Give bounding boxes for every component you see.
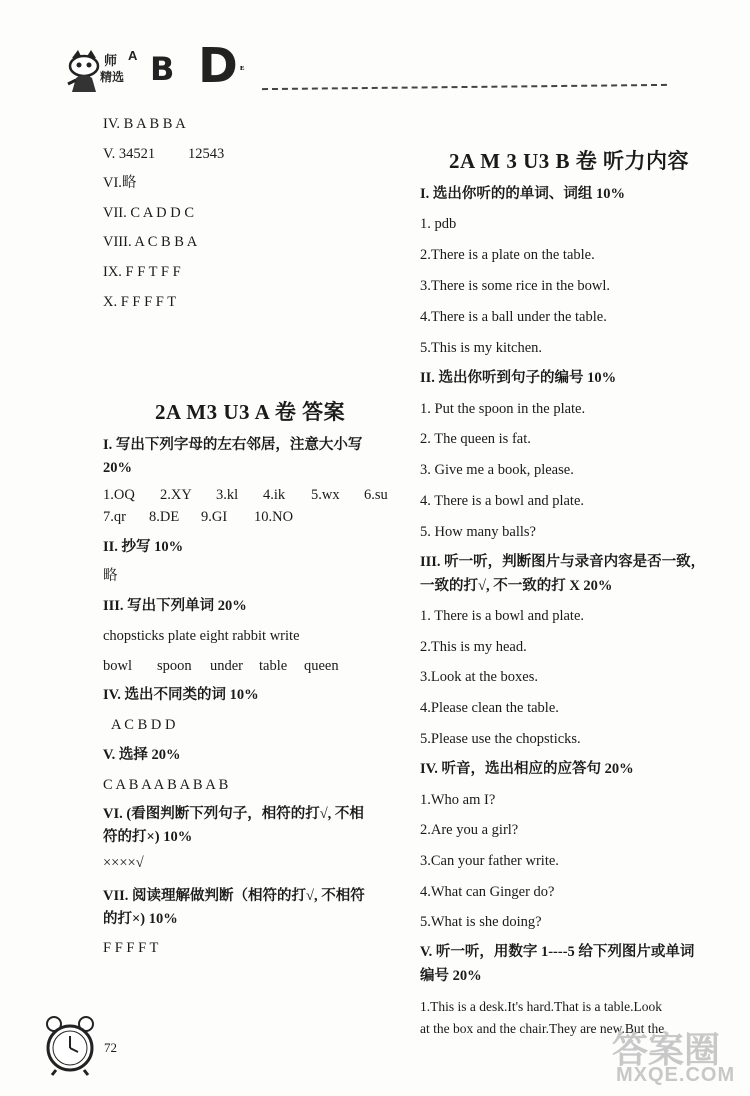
b-q4-item: 2.Are you a girl? [420,822,519,838]
b-q1-title: I. 选出你听的的单词、词组 10% [420,186,626,202]
a-q1-item: 1.OQ [103,487,135,503]
a-q3-word: queen [304,658,339,674]
a-q1-item: 6.su [364,487,388,503]
watermark-cn: 答案圈 [612,1029,721,1070]
b-q2-item: 2. The queen is fat. [420,431,531,447]
a-q3-word: bowl [103,658,132,674]
section-b-title: 2A M 3 U3 B 卷 听力内容 [449,149,689,173]
section-a-title: 2A M3 U3 A 卷 答案 [155,400,346,424]
b-q3-item: 5.Please use the chopsticks. [420,731,581,747]
b-q4-title: IV. 听音，选出相应的应答句 20% [420,761,634,777]
b-q3-item: 3.Look at the boxes. [420,669,538,685]
alarm-clock-icon [42,1012,98,1076]
logo-decor-e-icon: ᴱ [240,64,245,76]
a-q3-word: table [259,658,288,674]
logo-text-jingxuan: 精选 [100,70,125,84]
a-q1-item: 10.NO [254,509,294,525]
b-q2-item: 1. Put the spoon in the plate. [420,401,586,417]
answer-vi: VI.略 [103,175,137,191]
b-q5-text-line1: 1.This is a desk.It's hard.That is a table.Look [420,999,663,1014]
b-q3-item: 1. There is a bowl and plate. [420,608,585,624]
a-q3-row1: chopsticks plate eight rabbit write [103,628,300,644]
a-q6-title-line2: 符的打×) 10% [103,829,193,845]
b-q1-item: 1. pdb [420,216,457,232]
a-q1-item: 8.DE [149,509,180,525]
b-q5-title-line2: 编号 20% [420,968,482,984]
a-q4-title: IV. 选出不同类的词 10% [103,687,259,703]
a-q2-title: II. 抄写 10% [103,539,184,555]
logo-letter-a: A [128,48,138,63]
logo-text-shi: 师 [104,53,118,68]
b-q1-item: 5.This is my kitchen. [420,340,543,356]
a-q1-item: 3.kl [216,487,239,503]
a-q1-item: 7.qr [103,509,126,525]
a-q1-title-line1: I. 写出下列字母的左右邻居，注意大小写 [103,437,363,453]
b-q4-item: 5.What is she doing? [420,914,542,930]
a-q3-title: III. 写出下列单词 20% [103,598,247,614]
a-q1-item: 9.GI [201,509,228,525]
answer-v-part1: V. 34521 [103,146,156,162]
a-q7-answer: F F F F T [103,940,159,956]
a-q1-item: 5.wx [311,487,340,503]
b-q4-item: 1.Who am I? [420,792,496,808]
b-q1-item: 2.There is a plate on the table. [420,247,595,263]
answer-x: X. F F F F T [103,294,177,310]
cartoon-mascot-icon [64,48,104,94]
answer-ix: IX. F F T F F [103,264,181,280]
b-q1-item: 4.There is a ball under the table. [420,309,607,325]
b-q2-item: 5. How many balls? [420,524,536,540]
b-q3-item: 4.Please clean the table. [420,700,559,716]
logo-letter-b: B [150,50,175,88]
b-q5-text-line2: at the box and the chair.They are new.But the [420,1021,665,1036]
b-q3-item: 2.This is my head. [420,639,527,655]
b-q2-item: 3. Give me a book, please. [420,462,574,478]
a-q6-title-line1: VI. (看图判断下列句子，相符的打√, 不相 [103,806,364,822]
answer-vii: VII. C A D D C [103,205,195,221]
a-q1-item: 4.ik [263,487,286,503]
watermark-url: MXQE.COM [616,1064,736,1086]
answer-v-part2: 12543 [188,146,225,162]
b-q2-item: 4. There is a bowl and plate. [420,493,585,509]
answer-viii: VIII. A C B B A [103,234,198,250]
b-q2-title: II. 选出你听到句子的编号 10% [420,370,617,386]
a-q3-word: spoon [157,658,192,674]
b-q5-title-line1: V. 听一听，用数字 1----5 给下列图片或单词 [420,944,695,960]
a-q1-item: 2.XY [160,487,192,503]
a-q1-title-line2: 20% [103,460,132,476]
header-dashed-divider [262,84,667,92]
a-q5-answer: C A B A A B A B A B [103,777,229,793]
a-q6-answer: ××××√ [103,855,144,871]
page-number: 72 [104,1040,117,1055]
a-q4-answer: A C B D D [111,717,176,733]
b-q4-item: 4.What can Ginger do? [420,884,555,900]
a-q5-title: V. 选择 20% [103,747,181,763]
logo-letter-d: D [198,38,238,94]
a-q3-word: under [210,658,244,674]
b-q3-title-line1: III. 听一听，判断图片与录音内容是否一致， [420,554,706,570]
b-q1-item: 3.There is some rice in the bowl. [420,278,611,294]
b-q3-title-line2: 一致的打√, 不一致的打 X 20% [420,578,613,594]
a-q2-answer: 略 [103,568,118,584]
answer-iv: IV. B A B B A [103,116,186,132]
a-q7-title-line1: VII. 阅读理解做判断（相符的打√, 不相符 [103,888,365,904]
a-q7-title-line2: 的打×) 10% [103,911,178,927]
b-q4-item: 3.Can your father write. [420,853,559,869]
